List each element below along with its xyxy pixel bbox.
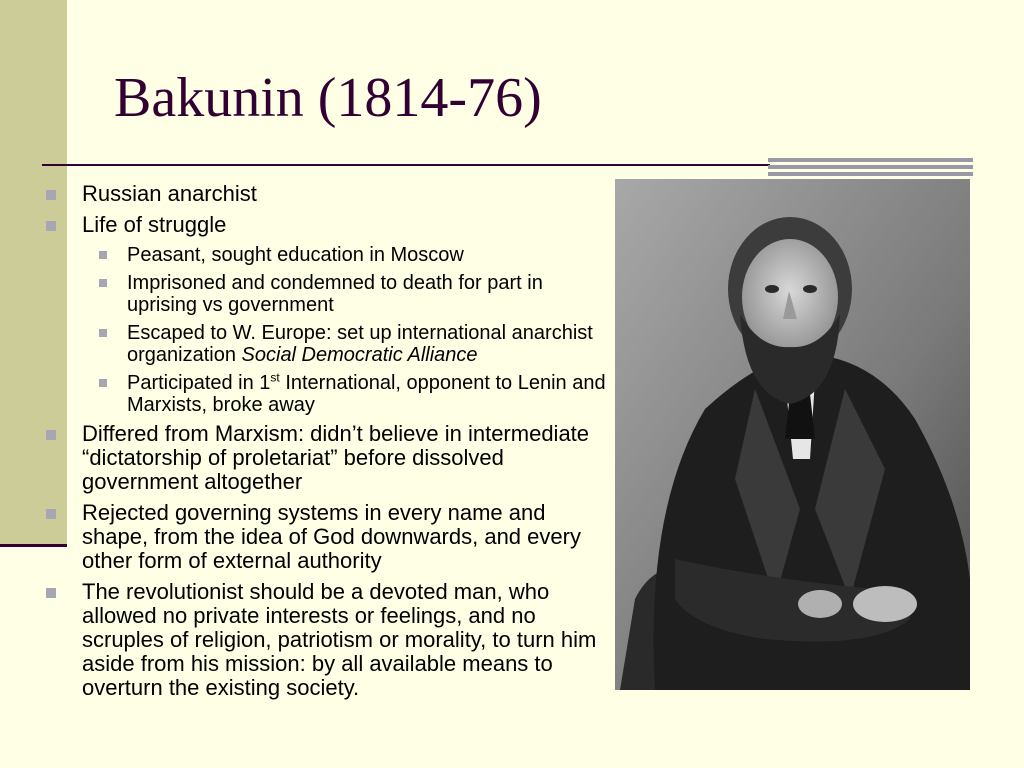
sub-bullet-text: Peasant, sought education in Moscow <box>127 244 464 266</box>
slide-title: Bakunin (1814-76) <box>114 67 542 129</box>
decorative-bars <box>768 158 973 179</box>
square-bullet-icon <box>46 509 56 519</box>
sub-bullet-item <box>40 272 612 316</box>
ordinal-suffix: st <box>270 370 280 385</box>
square-bullet-icon <box>99 329 107 337</box>
sub-bullet-item <box>40 322 612 366</box>
square-bullet-icon <box>46 221 56 231</box>
sub-bullet-item <box>40 372 612 416</box>
bullet-item <box>40 182 612 206</box>
square-bullet-icon <box>46 430 56 440</box>
bullet-text: Differed from Marxism: didn’t believe in intermediate “dictatorship of proletariat” before dissolved government altogether <box>82 421 590 494</box>
bullet-text: The revolutionist should be a devoted man, who allowed no private interests or feelings, and no scruples of religion, patriotism or morality, to turn him aside from his mission: by all available means to overturn the existing society. <box>82 579 597 700</box>
sub-bullet-item <box>40 244 612 266</box>
sub-bullet-text: Escaped to W. Europe: set up international anarchist organization <box>127 322 593 366</box>
square-bullet-icon <box>46 190 56 200</box>
sub-bullet-text: Participated in 1 <box>127 372 271 394</box>
title-divider <box>42 164 770 166</box>
slide-body <box>40 182 612 707</box>
bullet-item <box>40 422 612 494</box>
organization-name: Social Democratic Alliance <box>241 344 478 366</box>
portrait-photo <box>615 179 970 690</box>
square-bullet-icon <box>46 588 56 598</box>
square-bullet-icon <box>99 251 107 259</box>
bullet-text: Life of struggle <box>82 212 227 237</box>
bullet-item <box>40 501 612 573</box>
portrait-image <box>615 179 970 690</box>
bullet-text: Russian anarchist <box>82 181 257 206</box>
bullet-text: Rejected governing systems in every name and shape, from the idea of God downwards, and every other form of external authority <box>82 500 581 573</box>
sub-bullet-text-cont: International, opponent to Lenin and Marxists, broke away <box>127 372 606 416</box>
square-bullet-icon <box>99 279 107 287</box>
sub-bullet-text: Imprisoned and condemned to death for part in uprising vs government <box>127 272 543 316</box>
bullet-item <box>40 213 612 237</box>
bullet-item <box>40 580 612 700</box>
square-bullet-icon <box>99 379 107 387</box>
